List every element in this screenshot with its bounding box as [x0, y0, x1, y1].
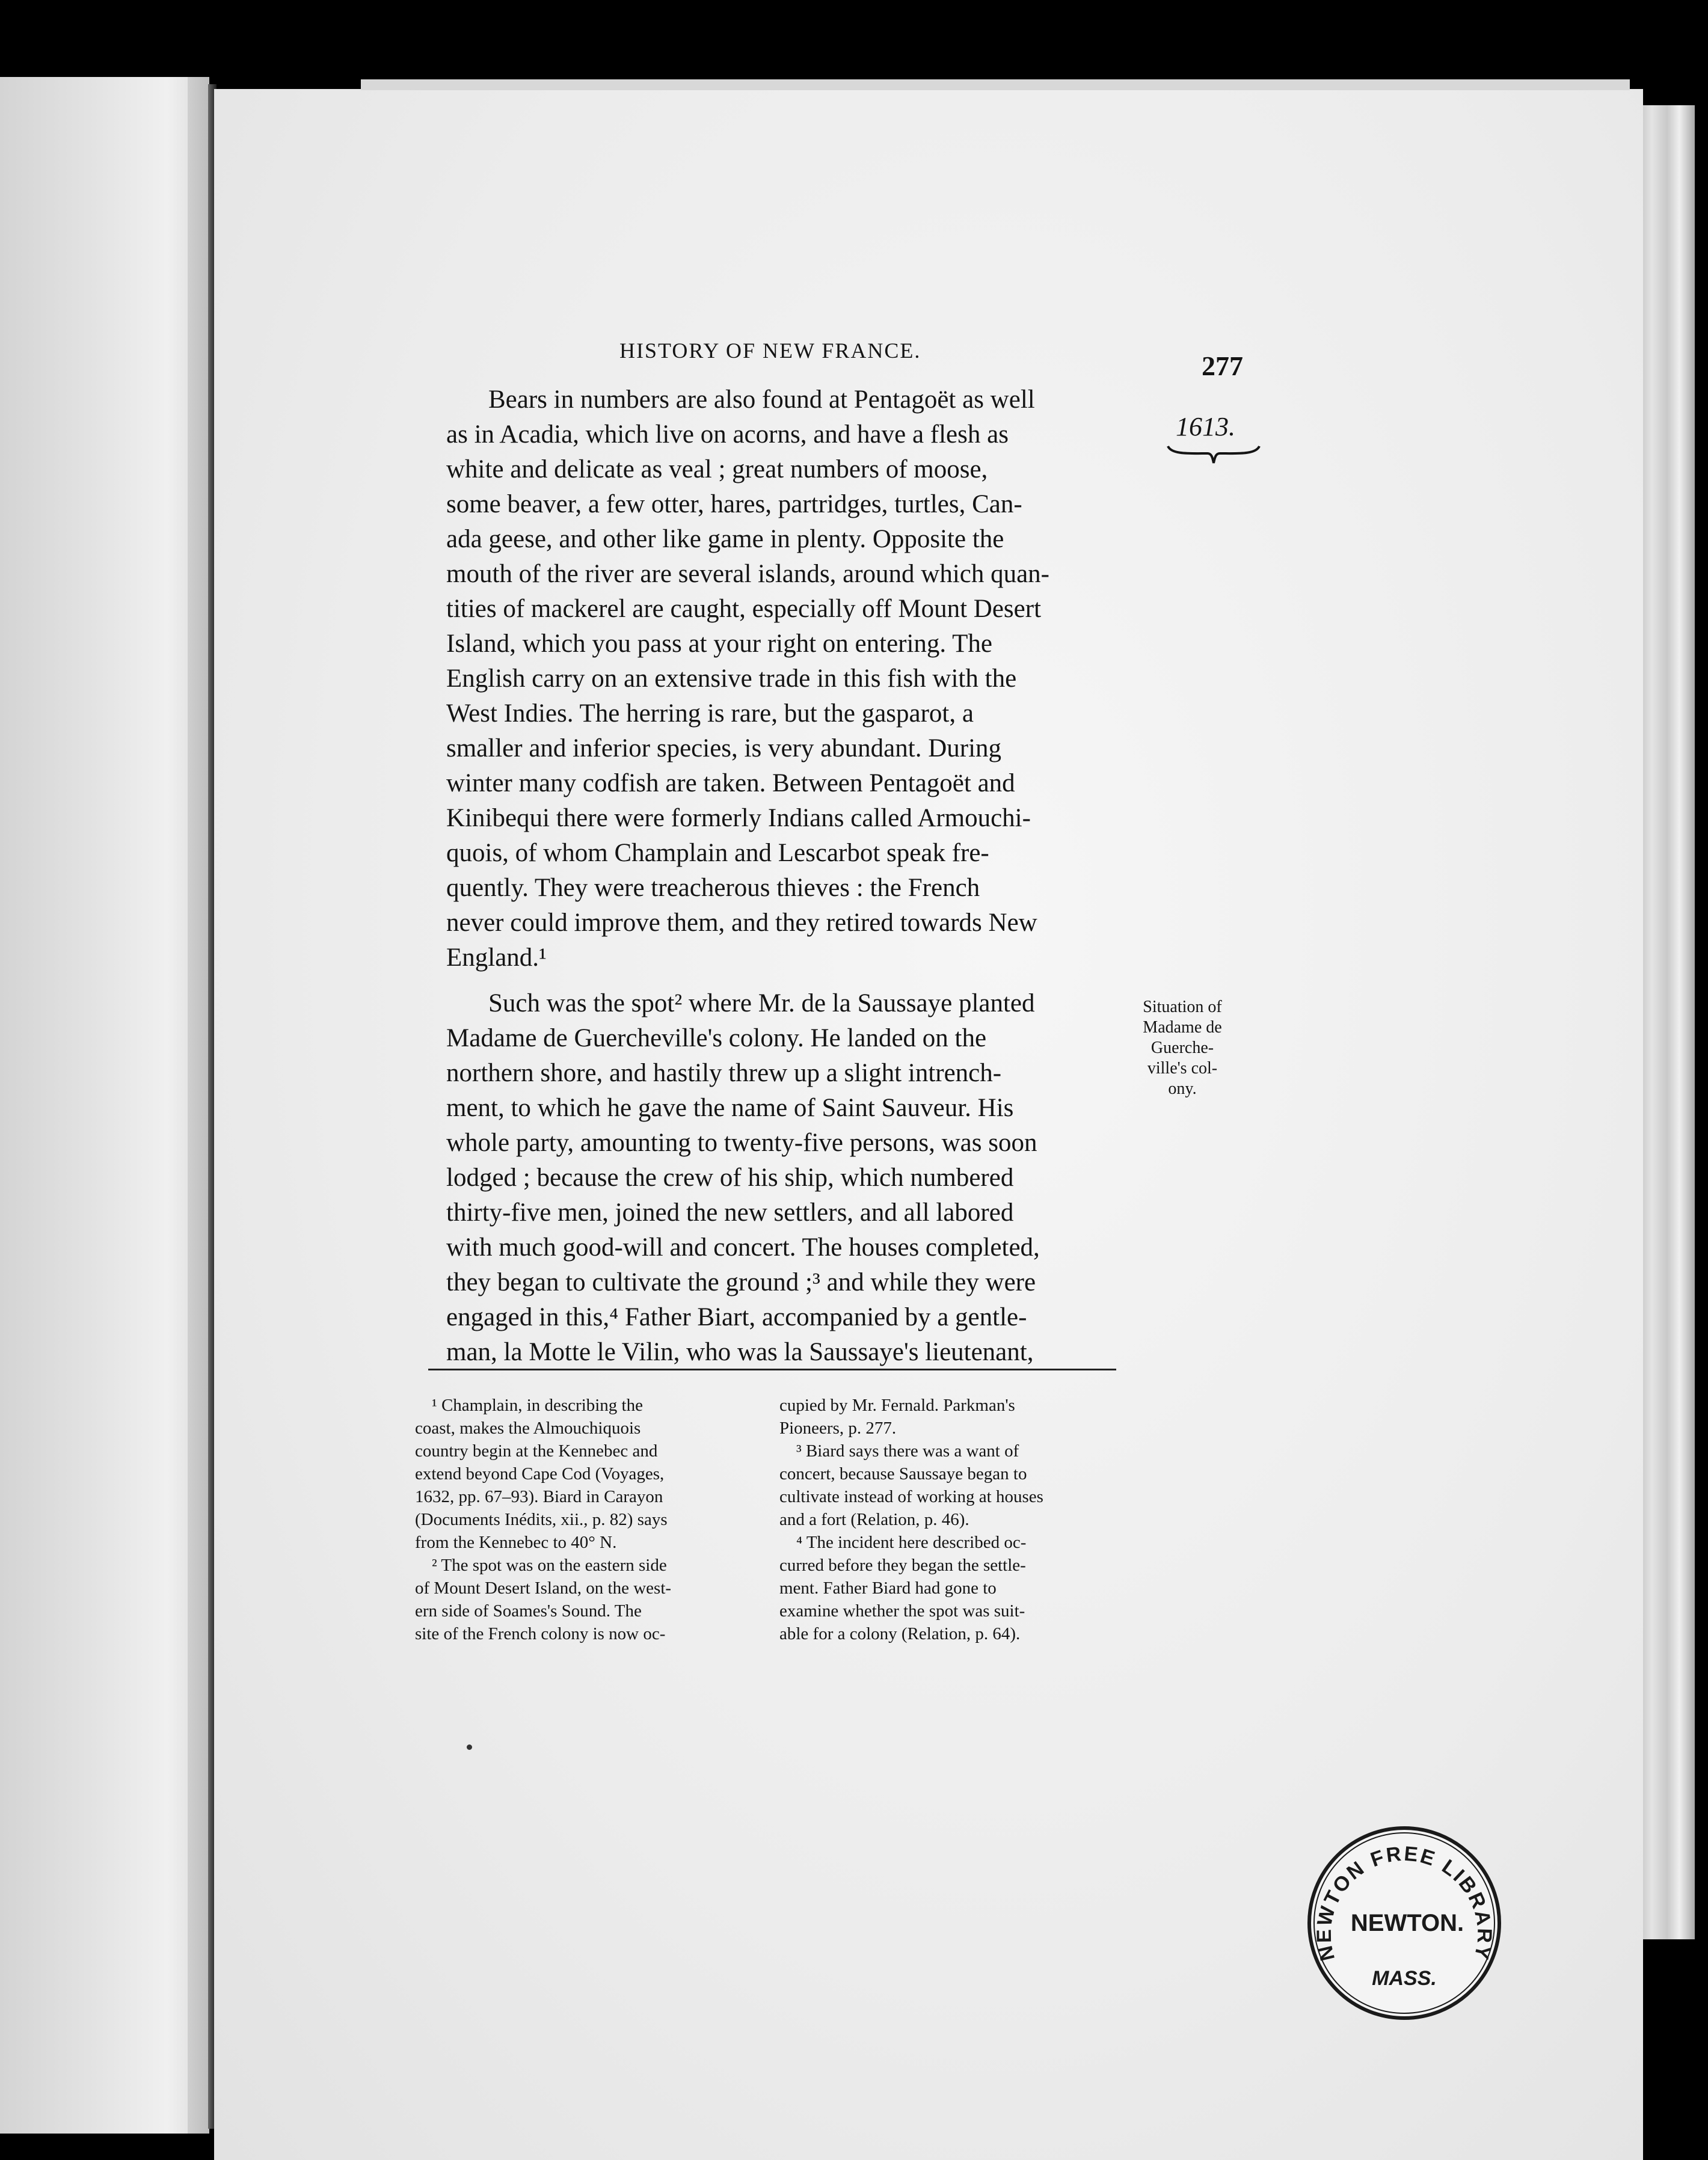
text-line: never could improve them, and they retired towards New: [446, 909, 1037, 937]
text-line: as in Acadia, which live on acorns, and have a flesh as: [446, 420, 1009, 449]
stamp-state: MASS.: [1372, 1967, 1437, 1990]
text-line: mouth of the river are several islands, around which quan-: [446, 560, 1050, 588]
footnote-line: ⁴ The incident here described oc-: [796, 1533, 1027, 1552]
margin-note-line: Situation of: [1143, 998, 1222, 1016]
text-line: white and delicate as veal ; great numbers of moose,: [446, 455, 988, 483]
text-line: northern shore, and hastily threw up a slight intrench-: [446, 1059, 1002, 1087]
text-line: winter many codfish are taken. Between Pentagoët and: [446, 769, 1015, 797]
margin-note-line: Guerche-: [1150, 1039, 1214, 1057]
text-line: English carry on an extensive trade in this fish with the: [446, 664, 1017, 693]
paragraph: [446, 986, 1132, 1370]
text-line: Such was the spot² where Mr. de la Saussaye planted: [488, 989, 1035, 1017]
footnote-line: able for a colony (Relation, p. 64).: [779, 1624, 1021, 1643]
text-line: West Indies. The herring is rare, but the gasparot, a: [446, 699, 974, 728]
year-brace: [1166, 443, 1262, 467]
footnote-line: 1632, pp. 67–93). Biard in Carayon: [415, 1487, 663, 1506]
footnote-line: of Mount Desert Island, on the west-: [415, 1579, 672, 1598]
footnote-line: (Documents Inédits, xii., p. 82) says: [415, 1510, 668, 1529]
footnote-line: cultivate instead of working at houses: [779, 1487, 1043, 1506]
footnote-line: extend beyond Cape Cod (Voyages,: [415, 1464, 665, 1483]
page-top-edge: [361, 79, 1630, 90]
footnote-line: ² The spot was on the eastern side: [432, 1556, 667, 1575]
footnote-line: country begin at the Kennebec and: [415, 1441, 658, 1461]
text-line: Island, which you pass at your right on entering. The: [446, 630, 992, 658]
margin-note-line: ville's col-: [1147, 1059, 1218, 1078]
library-stamp: [1305, 1824, 1504, 2022]
footnote-line: examine whether the spot was suit-: [779, 1601, 1025, 1621]
text-line: quois, of whom Champlain and Lescarbot speak fre-: [446, 839, 989, 867]
page-number: 277: [1202, 351, 1243, 381]
footnotes-right-column: [779, 1394, 1116, 1645]
footnote-line: ern side of Soames's Sound. The: [415, 1601, 642, 1621]
text-line: man, la Motte le Vilin, who was la Saussaye's lieutenant,: [446, 1338, 1034, 1366]
paragraph: [446, 382, 1132, 975]
footnote-line: concert, because Saussaye began to: [779, 1464, 1027, 1483]
text-line: some beaver, a few otter, hares, partridges, turtles, Can-: [446, 490, 1022, 518]
facing-page: [0, 77, 209, 2134]
text-line: ada geese, and other like game in plenty. Opposite the: [446, 525, 1004, 553]
paper-speck: [467, 1744, 472, 1750]
margin-note: [1141, 997, 1223, 1099]
footnote-line: Pioneers, p. 277.: [779, 1419, 897, 1438]
text-line: Kinibequi there were formerly Indians called Armouchi-: [446, 804, 1031, 832]
text-line: ment, to which he gave the name of Saint Sauveur. His: [446, 1094, 1014, 1122]
text-line: quently. They were treacherous thieves : the French: [446, 874, 980, 902]
footnotes-left-column: [415, 1394, 752, 1645]
text-line: they began to cultivate the ground ;³ and while they were: [446, 1268, 1036, 1296]
footnote-line: ment. Father Biard had gone to: [779, 1579, 997, 1598]
footnote-line: ³ Biard says there was a want of: [796, 1441, 1019, 1461]
text-line: smaller and inferior species, is very abundant. During: [446, 734, 1002, 762]
margin-note-line: ony.: [1168, 1079, 1197, 1098]
text-line: thirty-five men, joined the new settlers, and all labored: [446, 1198, 1014, 1227]
footnote-line: ¹ Champlain, in describing the: [432, 1396, 643, 1415]
footnote-line: from the Kennebec to 40° N.: [415, 1533, 617, 1552]
text-line: lodged ; because the crew of his ship, which numbered: [446, 1164, 1014, 1192]
footnote-line: cupied by Mr. Fernald. Parkman's: [779, 1396, 1015, 1415]
body-text: [446, 382, 1132, 1381]
text-line: Madame de Guercheville's colony. He landed on the: [446, 1024, 987, 1052]
footnote-line: curred before they began the settle-: [779, 1556, 1026, 1575]
stamp-town: NEWTON.: [1350, 1910, 1464, 1936]
text-line: tities of mackerel are caught, especially off Mount Desert: [446, 595, 1042, 623]
text-line: with much good-will and concert. The houses completed,: [446, 1233, 1040, 1262]
text-line: whole party, amounting to twenty-five persons, was soon: [446, 1129, 1037, 1157]
footnote-line: and a fort (Relation, p. 46).: [779, 1510, 969, 1529]
footnote-line: coast, makes the Almouchiquois: [415, 1419, 641, 1438]
text-line: Bears in numbers are also found at Pentagoët as well: [488, 385, 1035, 414]
running-title: HISTORY OF NEW FRANCE.: [619, 339, 921, 363]
margin-year: 1613.: [1176, 412, 1235, 441]
footnote-rule: [428, 1369, 1116, 1370]
facing-page-fold: [188, 77, 209, 2134]
text-line: England.¹: [446, 943, 547, 972]
text-line: engaged in this,⁴ Father Biart, accompanied by a gentle-: [446, 1303, 1027, 1331]
margin-note-line: Madame de: [1143, 1018, 1222, 1037]
footnote-line: site of the French colony is now oc-: [415, 1624, 666, 1643]
stamp-arc-text: NEWTON FREE LIBRARY: [1312, 1842, 1496, 1963]
